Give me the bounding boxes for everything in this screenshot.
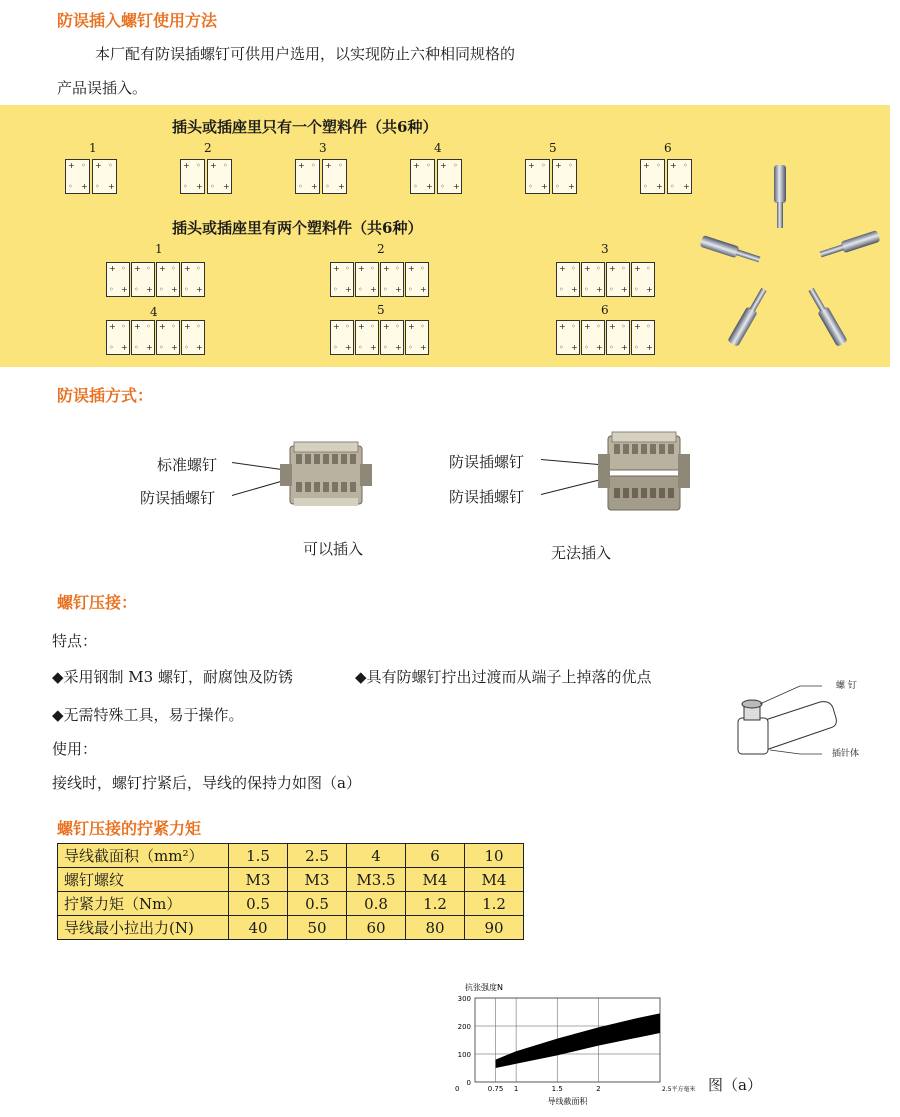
group1-title: 插头或插座里只有一个塑料件（共6种）: [172, 118, 438, 136]
y-axis-label: 抗张强度N: [465, 983, 503, 992]
slot-outline: [437, 159, 462, 194]
y-tick-label: 100: [457, 1051, 471, 1059]
caption-can-insert: 可以插入: [303, 540, 364, 558]
group2-number: 1: [155, 242, 163, 256]
contact-mark: ◦: [395, 264, 400, 273]
contact-mark: ◦: [559, 343, 564, 352]
contact-mark: +: [298, 161, 305, 170]
contact-mark: ◦: [656, 161, 661, 170]
contact-mark: ◦: [358, 343, 363, 352]
contact-mark: ◦: [370, 264, 375, 273]
connector-photo-left: [280, 438, 372, 514]
caption-cannot-insert: 无法插入: [551, 544, 612, 562]
slot-outline: [65, 159, 90, 194]
contact-mark: ◦: [358, 285, 363, 294]
contact-mark: ◦: [584, 285, 589, 294]
contact-mark: +: [413, 161, 420, 170]
contact-mark: ◦: [621, 322, 626, 331]
contact-mark: +: [383, 322, 390, 331]
slot-outline: [92, 159, 117, 194]
contact-mark: ◦: [571, 264, 576, 273]
contact-mark: +: [184, 322, 191, 331]
contact-mark: +: [609, 322, 616, 331]
contact-mark: ◦: [584, 343, 589, 352]
contact-mark: ◦: [634, 285, 639, 294]
contact-mark: +: [541, 182, 548, 191]
contact-mark: ◦: [196, 161, 201, 170]
contact-mark: +: [159, 264, 166, 273]
contact-mark: +: [584, 322, 591, 331]
contact-mark: +: [171, 343, 178, 352]
table-cell: 0.8: [347, 892, 406, 916]
slot-outline: [556, 320, 580, 355]
contact-mark: ◦: [146, 264, 151, 273]
table-cell: M3.5: [347, 868, 406, 892]
contact-mark: ◦: [541, 161, 546, 170]
x-axis-label: 导线截面积: [547, 1097, 588, 1106]
contact-mark: ◦: [646, 264, 651, 273]
contact-mark: ◦: [333, 285, 338, 294]
contact-mark: ◦: [345, 322, 350, 331]
contact-mark: +: [621, 285, 628, 294]
contact-mark: ◦: [345, 264, 350, 273]
slot-outline: [330, 262, 354, 297]
table-cell: 1.2: [406, 892, 465, 916]
slot-outline: [581, 262, 605, 297]
contact-mark: ◦: [184, 285, 189, 294]
contact-mark: +: [395, 343, 402, 352]
contact-mark: +: [646, 343, 653, 352]
contact-mark: +: [68, 161, 75, 170]
contact-mark: ◦: [670, 182, 675, 191]
table-cell: M3: [288, 868, 347, 892]
screw-crimp-diagram: [730, 670, 890, 770]
table-cell: 6: [406, 844, 465, 868]
contact-mark: ◦: [596, 264, 601, 273]
label-anti-misinsert-screw-right-top: 防误插螺钉: [449, 453, 525, 471]
contact-mark: +: [370, 343, 377, 352]
contact-mark: +: [634, 322, 641, 331]
contact-mark: +: [609, 264, 616, 273]
feature-1: ◆采用钢制 M3 螺钉，耐腐蚀及防锈: [52, 668, 293, 686]
slot-outline: [330, 320, 354, 355]
contact-mark: +: [596, 343, 603, 352]
x-tick-label: 1: [513, 1085, 519, 1093]
contact-mark: +: [345, 343, 352, 352]
feature-3: ◆无需特殊工具，易于操作。: [52, 706, 244, 724]
table-cell: 1.2: [465, 892, 524, 916]
contact-mark: +: [559, 322, 566, 331]
contact-mark: +: [338, 182, 345, 191]
slot-outline: [410, 159, 435, 194]
table-row: [58, 868, 524, 892]
slot-outline: [131, 320, 155, 355]
contact-mark: ◦: [555, 182, 560, 191]
contact-mark: +: [656, 182, 663, 191]
contact-mark: +: [171, 285, 178, 294]
contact-mark: +: [134, 264, 141, 273]
contact-mark: +: [395, 285, 402, 294]
connector-photo-right: [598, 430, 690, 516]
x-tick-label: 2: [596, 1085, 601, 1093]
slot-outline: [180, 159, 205, 194]
contact-mark: +: [311, 182, 318, 191]
contact-mark: +: [383, 264, 390, 273]
table-cell: 10: [465, 844, 524, 868]
contact-mark: ◦: [370, 322, 375, 331]
contact-mark: ◦: [223, 161, 228, 170]
row-label: 螺钉螺纹: [58, 868, 229, 892]
slot-outline: [581, 320, 605, 355]
slot-outline: [405, 262, 429, 297]
slot-outline: [156, 320, 180, 355]
contact-mark: +: [134, 322, 141, 331]
contact-mark: +: [159, 322, 166, 331]
slot-outline: [631, 262, 655, 297]
contact-mark: ◦: [683, 161, 688, 170]
contact-mark: +: [223, 182, 230, 191]
table-cell: 80: [406, 916, 465, 940]
pin-left: [700, 235, 762, 265]
contact-mark: +: [408, 264, 415, 273]
label-anti-misinsert-screw-left: 防误插螺钉: [140, 489, 216, 507]
contact-mark: ◦: [383, 343, 388, 352]
contact-mark: +: [358, 322, 365, 331]
slot-outline: [640, 159, 665, 194]
contact-mark: ◦: [621, 264, 626, 273]
contact-mark: +: [184, 264, 191, 273]
contact-mark: ◦: [643, 182, 648, 191]
contact-mark: +: [81, 182, 88, 191]
contact-mark: +: [183, 161, 190, 170]
figure-caption: 图（a）: [708, 1076, 762, 1094]
contact-mark: ◦: [121, 322, 126, 331]
group2-title: 插头或插座里有两个塑料件（共6种）: [172, 219, 423, 237]
table-cell: 60: [347, 916, 406, 940]
contact-mark: ◦: [196, 264, 201, 273]
contact-mark: ◦: [646, 322, 651, 331]
slot-outline: [380, 262, 404, 297]
label-standard-screw: 标准螺钉: [157, 456, 218, 474]
contact-mark: ◦: [81, 161, 86, 170]
section2-title: 防误插方式：: [57, 386, 154, 405]
contact-mark: ◦: [95, 182, 100, 191]
label-anti-misinsert-screw-right-bottom: 防误插螺钉: [449, 488, 525, 506]
feature-2: ◆具有防螺钉拧出过渡而从端子上掉落的优点: [355, 668, 652, 686]
x-tick-label: 1.5: [551, 1085, 563, 1093]
group2-number: 4: [150, 305, 158, 319]
contact-mark: ◦: [171, 264, 176, 273]
intro-line2: 产品误插入。: [57, 79, 148, 97]
group2-number: 2: [377, 242, 385, 256]
contact-mark: ◦: [440, 182, 445, 191]
contact-mark: +: [121, 285, 128, 294]
contact-mark: +: [109, 264, 116, 273]
row-label: 导线最小拉出力(N): [58, 916, 229, 940]
slot-outline: [606, 320, 630, 355]
table-row: [58, 916, 524, 940]
contact-mark: +: [555, 161, 562, 170]
contact-mark: ◦: [408, 285, 413, 294]
contact-mark: +: [333, 322, 340, 331]
contact-mark: ◦: [634, 343, 639, 352]
leader-line: [541, 479, 601, 495]
contact-mark: +: [646, 285, 653, 294]
contact-mark: ◦: [420, 322, 425, 331]
x-unit-label: 2.5平方毫米: [662, 1086, 696, 1093]
slot-outline: [556, 262, 580, 297]
intro-line1: 本厂配有防误插螺钉可供用户选用，以实现防止六种相同规格的: [95, 45, 516, 63]
contact-mark: +: [109, 322, 116, 331]
row-label: 导线截面积（mm²）: [58, 844, 229, 868]
diagram-label-pin: 插针体: [832, 749, 860, 759]
contact-mark: ◦: [420, 264, 425, 273]
contact-mark: +: [559, 264, 566, 273]
contact-mark: ◦: [68, 182, 73, 191]
contact-mark: ◦: [325, 182, 330, 191]
contact-mark: +: [345, 285, 352, 294]
table-cell: 40: [229, 916, 288, 940]
contact-mark: +: [426, 182, 433, 191]
slot-outline: [552, 159, 577, 194]
pin-right: [819, 230, 881, 260]
contact-mark: +: [333, 264, 340, 273]
contact-mark: ◦: [298, 182, 303, 191]
contact-mark: +: [146, 285, 153, 294]
pins-illustration: [690, 160, 890, 350]
group1-number: 2: [204, 141, 212, 155]
contact-mark: +: [584, 264, 591, 273]
leader-line: [232, 462, 284, 470]
slot-outline: [525, 159, 550, 194]
contact-mark: ◦: [210, 182, 215, 191]
contact-mark: +: [370, 285, 377, 294]
y-tick-label: 0: [466, 1079, 471, 1087]
table-cell: 0.5: [229, 892, 288, 916]
contact-mark: +: [568, 182, 575, 191]
contact-mark: +: [683, 182, 690, 191]
contact-mark: ◦: [134, 343, 139, 352]
slot-outline: [606, 262, 630, 297]
leader-line: [232, 481, 282, 496]
contact-mark: ◦: [333, 343, 338, 352]
contact-mark: ◦: [183, 182, 188, 191]
contact-mark: +: [420, 285, 427, 294]
contact-mark: ◦: [311, 161, 316, 170]
contact-mark: +: [571, 343, 578, 352]
x-tick-label: 0.75: [487, 1085, 504, 1093]
y-tick-label: 200: [457, 1023, 471, 1031]
diagram-label-screw: 螺 钉: [836, 681, 857, 691]
slot-outline: [106, 320, 130, 355]
group2-number: 3: [601, 242, 609, 256]
contact-mark: ◦: [413, 182, 418, 191]
pin-top: [774, 165, 786, 228]
section3-title: 螺钉压接：: [57, 593, 138, 612]
row-label: 拧紧力矩（Nm）: [58, 892, 229, 916]
contact-mark: +: [196, 182, 203, 191]
table-cell: 0.5: [288, 892, 347, 916]
contact-mark: ◦: [559, 285, 564, 294]
contact-mark: ◦: [609, 343, 614, 352]
y-tick-label: 300: [457, 995, 471, 1003]
group1-number: 5: [549, 141, 557, 155]
contact-mark: +: [634, 264, 641, 273]
pin-bottom-left: [727, 286, 769, 347]
contact-mark: ◦: [571, 322, 576, 331]
tensile-strength-chart: [440, 970, 700, 1110]
table-cell: 50: [288, 916, 347, 940]
group2-number: 5: [377, 303, 385, 317]
table-cell: M4: [465, 868, 524, 892]
group1-number: 4: [434, 141, 442, 155]
contact-mark: +: [95, 161, 102, 170]
contact-mark: +: [420, 343, 427, 352]
slot-outline: [131, 262, 155, 297]
slot-outline: [322, 159, 347, 194]
contact-mark: ◦: [408, 343, 413, 352]
slot-outline: [207, 159, 232, 194]
contact-mark: +: [643, 161, 650, 170]
pin-bottom-right: [806, 286, 848, 347]
contact-mark: +: [325, 161, 332, 170]
contact-mark: ◦: [338, 161, 343, 170]
contact-mark: +: [440, 161, 447, 170]
contact-mark: ◦: [171, 322, 176, 331]
contact-mark: +: [146, 343, 153, 352]
usage-heading: 使用：: [52, 740, 98, 758]
contact-mark: ◦: [109, 285, 114, 294]
slot-outline: [355, 320, 379, 355]
contact-mark: ◦: [196, 322, 201, 331]
slot-outline: [405, 320, 429, 355]
table-row: [58, 892, 524, 916]
contact-mark: +: [670, 161, 677, 170]
contact-mark: ◦: [568, 161, 573, 170]
section4-title: 螺钉压接的拧紧力矩: [57, 819, 202, 838]
contact-mark: ◦: [596, 322, 601, 331]
contact-mark: +: [408, 322, 415, 331]
contact-mark: ◦: [159, 285, 164, 294]
slot-outline: [631, 320, 655, 355]
group1-number: 6: [664, 141, 672, 155]
slot-outline: [181, 262, 205, 297]
contact-mark: ◦: [453, 161, 458, 170]
contact-mark: +: [453, 182, 460, 191]
slot-outline: [181, 320, 205, 355]
contact-mark: +: [210, 161, 217, 170]
features-heading: 特点：: [52, 632, 98, 650]
contact-mark: +: [571, 285, 578, 294]
contact-mark: ◦: [609, 285, 614, 294]
contact-mark: ◦: [383, 285, 388, 294]
usage-text: 接线时，螺钉拧紧后，导线的保持力如图（a）: [52, 774, 361, 792]
group2-number: 6: [601, 303, 609, 317]
table-cell: 90: [465, 916, 524, 940]
leader-line: [541, 459, 603, 465]
contact-mark: ◦: [109, 343, 114, 352]
slot-outline: [355, 262, 379, 297]
contact-mark: +: [528, 161, 535, 170]
table-cell: 2.5: [288, 844, 347, 868]
contact-mark: ◦: [108, 161, 113, 170]
table-cell: M3: [229, 868, 288, 892]
contact-mark: +: [196, 343, 203, 352]
table-cell: M4: [406, 868, 465, 892]
table-cell: 4: [347, 844, 406, 868]
contact-mark: ◦: [146, 322, 151, 331]
contact-mark: ◦: [426, 161, 431, 170]
contact-mark: +: [121, 343, 128, 352]
group1-number: 3: [319, 141, 327, 155]
slot-outline: [667, 159, 692, 194]
slot-outline: [156, 262, 180, 297]
section1-title: 防误插入螺钉使用方法: [57, 11, 218, 30]
table-row: [58, 844, 524, 868]
x-origin-label: 0: [455, 1085, 460, 1093]
contact-mark: +: [196, 285, 203, 294]
contact-mark: +: [108, 182, 115, 191]
contact-mark: ◦: [159, 343, 164, 352]
contact-mark: ◦: [134, 285, 139, 294]
table-cell: 1.5: [229, 844, 288, 868]
contact-mark: +: [358, 264, 365, 273]
contact-mark: +: [621, 343, 628, 352]
slot-outline: [380, 320, 404, 355]
slot-outline: [295, 159, 320, 194]
contact-mark: ◦: [528, 182, 533, 191]
contact-mark: ◦: [395, 322, 400, 331]
contact-mark: +: [596, 285, 603, 294]
torque-table: [57, 843, 524, 940]
slot-outline: [106, 262, 130, 297]
contact-mark: ◦: [184, 343, 189, 352]
group1-number: 1: [89, 141, 97, 155]
contact-mark: ◦: [121, 264, 126, 273]
